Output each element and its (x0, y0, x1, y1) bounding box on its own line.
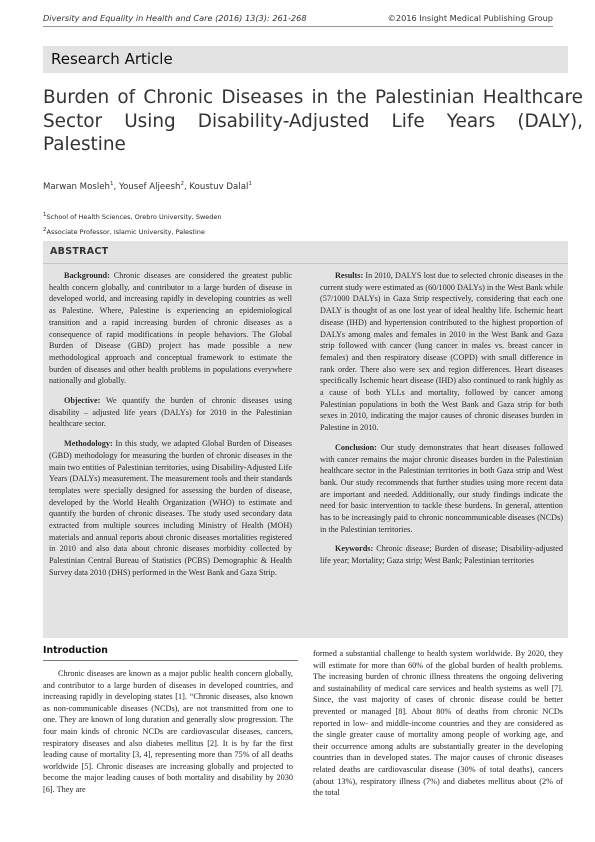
article-type-label: Research Article (51, 50, 173, 68)
journal-reference: Diversity and Equality in Health and Care (2016) 13(3): 261-268 (43, 13, 307, 23)
abstract-right-column (320, 270, 563, 575)
abstract-results (320, 270, 563, 434)
body-left-column (43, 668, 293, 796)
affiliation-text: Associate Professor, Islamic University, Palestine (46, 227, 205, 236)
results-text: In 2010, DALYS lost due to selected chronic diseases in the current study were estimated as (60/1000 DALYs) in the West Bank while (57/1000 DALYs) in Gaza Strip respectively, considering that each one DALY is thought of as one lost year of ideal healthy life. Ischemic heart disease (IHD) and hypertension contributed to the highest proportion of DALYs among males and females in 2010 in the West Bank and Gaza strip followed with cancer (lung cancer in males vs. breast cancer in females) and then respiratory disease (COPD) with small difference in rank order. There also were sex and region differences. Heart diseases specifically Ischemic heart disease (IHD) also continued to rank highly as a cause of both YLLs and mortality, followed by cancer among Palestinian populations in both the West Bank and Gaza strip for both sexes in 2010, indicating the major causes of chronic diseases burden in Palestine in 2010. (320, 271, 564, 433)
affiliation-number: 2 (43, 226, 47, 233)
abstract-keywords (320, 543, 563, 566)
author-affiliation-mark: 1 (109, 181, 114, 187)
article-title: Burden of Chronic Diseases in the Palestinian Healthcare Sector Using Disability-Adjusted Life Years (DALY), Palestine (43, 87, 583, 155)
abstract-left-column (49, 270, 292, 587)
affiliation-number: 1 (43, 212, 47, 218)
keywords-text: Chronic disease; Burden of disease; Disability-adjusted life year; Mortality; Gaza strip; West Bank; Palestinian territories (320, 544, 563, 566)
introduction-heading: Introduction (43, 645, 108, 656)
copyright-notice: ©2016 Insight Medical Publishing Group (387, 13, 553, 23)
running-head (43, 11, 553, 25)
abstract-background (49, 270, 292, 387)
keywords-label: Keywords: (335, 544, 374, 554)
abstract-divider (43, 263, 568, 264)
introduction-divider (43, 660, 298, 661)
conclusion-text: Our study demonstrates that heart diseases followed with cancer remains the major chronic diseases burden in the Palestinian healthcare sector in the Palestinian territories in both Gaza strip and West bank. Our study recommends that further studies using more recent data are important and needed. Additionally, our study findings indicate the need for basic intervention to tackle these burdens. In general, attention has to be increasingly paid to chronic noncommunicable diseases (NCDs) in the Palestinian territories. (320, 442, 563, 534)
objective-text: We quantify the burden of chronic diseases using disability – adjusted life years (DALYs) for 2010 in the Palestinian healthcare sector. (49, 396, 293, 429)
results-label: Results: (335, 271, 364, 280)
author-name: Yousef Aljeesh (118, 181, 181, 192)
affiliation-list (43, 209, 222, 238)
author-list: Marwan Mosleh$^1$, Yousef Aljeesh$^2$, Koustuv Dalal$^1$ (43, 181, 252, 192)
body-right-column (313, 648, 563, 799)
article-type-banner (43, 46, 568, 73)
author-affiliation-mark: 2 (180, 181, 184, 187)
abstract-box (43, 241, 568, 638)
author-name: Koustuv Dalal (189, 181, 249, 192)
methodology-text: In this study, we adapted Global Burden of Diseases (GBD) methodology for measuring the burden of chronic diseases in the main two entities of Palestinian territories, using Disability-Adjusted Life Years (DALYs) measurement. The measurement tools and their standards templates were specially designed for assessing the burden of disease, developed by the World Health Organization (WHO) to estimate and quantify the burden of chronic diseases. The study used secondary data extracted from multiple sources including Ministry of Health (MOH) materials and annual reports about chronic diseases mortalities registered in 2010 and also data about chronic diseases morbidity collected by Palestinian Central Bureau of Statistics (PCBS) Demographic & Health Survey data 2010 (DHS) performed in the West Bank and Gaza Strip. (49, 439, 292, 577)
introduction-paragraph-continued: formed a substantial challenge to health system worldwide. By 2020, they will estimate for more than 60% of the global burden of health problems. The increasing burden of chronic illness threatens the ongoing delivering and sustainability of medical care services and health systems as well [7]. Since, the vast majority of cases of chronic disease could be better prevented or managed [8]. About 80% of deaths from chronic NCDs reported in low- and middle-income countries and they are considered as the single greater cause of mortality among people of working age, and their occurrence among adults are substantially greater in the developing countries than in developed states. The major causes of chronic diseases related deaths are cardiovascular disease (30% of total deaths), cancers (about 13%), respiratory illness (7%) and diabetes mellitus about (2% of the total (313, 649, 563, 798)
author-name: Marwan Mosleh (43, 181, 110, 192)
abstract-conclusion (320, 442, 563, 536)
conclusion-label: Conclusion: (335, 442, 377, 452)
author-affiliation-mark: 1 (248, 181, 252, 187)
abstract-methodology (49, 438, 292, 578)
abstract-objective (49, 395, 292, 430)
background-label: Background: (64, 271, 110, 280)
introduction-paragraph: Chronic diseases are known as a major public health concern globally, and contributor to a large burden of diseases in developed countries, and increasing rapidly in developing states [1]. “Chronic diseases, also known as non-communicable diseases (NCDs), are not transmitted from one to one. They are known of long duration and generally slow progression. The four main kinds of chronic NCDs are cardiovascular diseases, cancers, respiratory diseases and also diabetes mellitus [2]. It is by far the first leading cause of mortality [3, 4], representing more than 75% of all deaths worldwide [5]. Chronic diseases are increasing globally and projected to become the major leading causes of both mortality and disability by 2030 [6]. They are (43, 669, 293, 794)
affiliation-item (43, 224, 222, 239)
objective-label: Objective: (64, 396, 101, 406)
abstract-heading: ABSTRACT (50, 246, 109, 257)
affiliation-item (43, 209, 222, 224)
affiliation-text: School of Health Sciences, Orebro University, Sweden (46, 213, 222, 222)
methodology-label: Methodology: (64, 439, 113, 449)
background-text: Chronic diseases are considered the greatest public health concern globally, and contributor to a large burden of disease in developed world, and increasing rapidly in developing countries as well as Palestine. Where, Palestine is experiencing an epidemiological transition and a rapid increasing burden of chronic diseases as a consequence of rapid modifications in people behaviors. The Global Burden of Disease (GBD) project has made possible a new methodological approach and conceptual framework to estimate the burden of diseases and other health problems in populations everywhere nationally and globally. (49, 271, 293, 386)
header-divider (43, 26, 553, 27)
